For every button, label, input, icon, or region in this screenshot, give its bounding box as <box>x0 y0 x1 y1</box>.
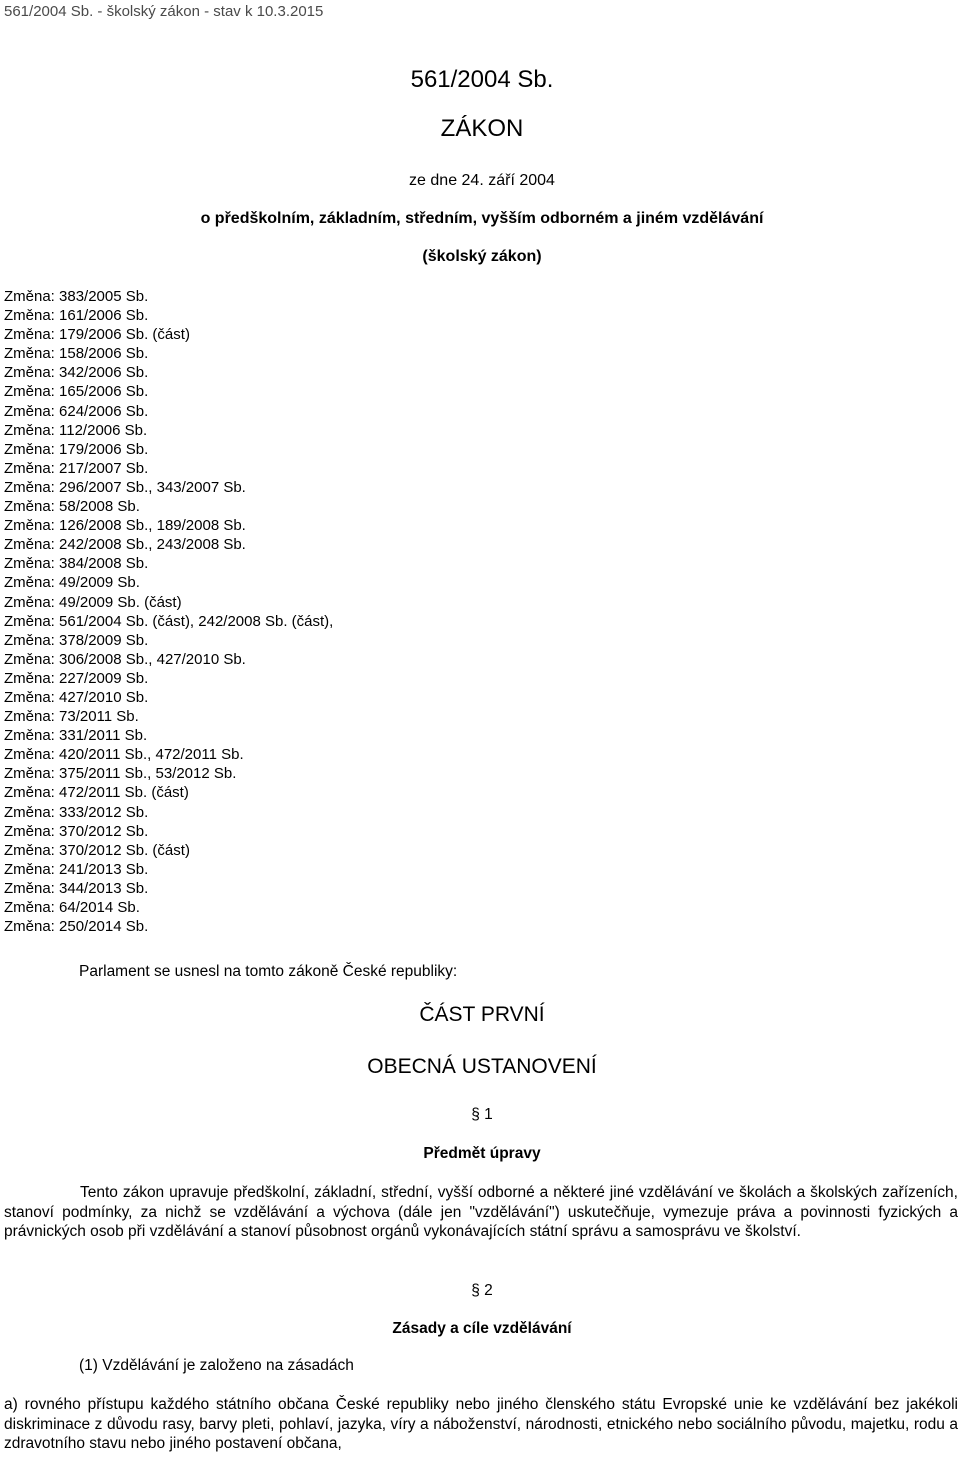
section-text: Tento zákon upravuje předškolní, základní, střední, vyšší odborné a některé jiné vzdělávání ve školách a školských zařízeních, stanoví podmínky, za nichž se vzdělávání a výchova (dále jen "vzdělávání") uskutečňuje, vymezuje práva a povinnosti fyzických a právnických osob při vzdělávání a stanoví působnost orgánů vykonávajících státní správu a samosprávu ve školství. <box>4 1184 958 1240</box>
section-number: § 2 <box>471 1282 493 1299</box>
part-name: OBECNÁ USTANOVENÍ <box>367 1055 597 1078</box>
amendment-item: Změna: 472/2011 Sb. (část) <box>4 784 189 802</box>
amendment-item: Změna: 375/2011 Sb., 53/2012 Sb. <box>4 765 237 783</box>
amendment-item: Změna: 112/2006 Sb. <box>4 421 148 439</box>
amendment-item: Změna: 179/2006 Sb. (část) <box>4 326 190 344</box>
amendment-item: Změna: 344/2013 Sb. <box>4 879 149 897</box>
amendment-item: Změna: 427/2010 Sb. <box>4 688 149 706</box>
amendment-item: Změna: 342/2006 Sb. <box>4 364 149 382</box>
amendment-item: Změna: 296/2007 Sb., 343/2007 Sb. <box>4 478 246 496</box>
amendment-item: Změna: 227/2009 Sb. <box>4 669 149 687</box>
amendment-item: Změna: 250/2014 Sb. <box>4 918 149 936</box>
amendment-item: Změna: 73/2011 Sb. <box>4 708 139 726</box>
amendment-item: Změna: 158/2006 Sb. <box>4 345 149 363</box>
amendment-item: Změna: 370/2012 Sb. (část) <box>4 841 190 859</box>
section-number: § 1 <box>471 1106 493 1123</box>
law-date: ze dne 24. září 2004 <box>409 172 555 189</box>
amendment-item: Změna: 384/2008 Sb. <box>4 555 149 573</box>
amendment-item: Změna: 420/2011 Sb., 472/2011 Sb. <box>4 746 244 764</box>
amendment-item: Změna: 49/2009 Sb. (část) <box>4 593 182 611</box>
amendment-item: Změna: 370/2012 Sb. <box>4 822 149 840</box>
amendment-item: Změna: 242/2008 Sb., 243/2008 Sb. <box>4 536 246 554</box>
amendment-item: Změna: 378/2009 Sb. <box>4 631 149 649</box>
amendment-list <box>4 287 333 936</box>
amendment-item: Změna: 64/2014 Sb. <box>4 899 140 916</box>
amendment-item: Změna: 561/2004 Sb. (část), 242/2008 Sb. (část), <box>4 612 334 630</box>
amendment-item: Změna: 49/2009 Sb. <box>4 574 140 592</box>
amendment-item: Změna: 217/2007 Sb. <box>4 459 149 477</box>
law-short-name: (školský zákon) <box>422 248 542 265</box>
amendment-item: Změna: 179/2006 Sb. <box>4 440 149 458</box>
part-title: ČÁST PRVNÍ <box>419 1003 545 1026</box>
amendment-item: Změna: 165/2006 Sb. <box>4 383 149 401</box>
law-type-title: ZÁKON <box>440 115 524 142</box>
running-header: 561/2004 Sb. - školský zákon - stav k 10.3.2015 <box>4 3 324 20</box>
amendment-item: Změna: 161/2006 Sb. <box>4 307 149 325</box>
section-heading: Předmět úpravy <box>423 1145 541 1162</box>
clause-text: (1) Vzdělávání je založeno na zásadách <box>79 1357 354 1374</box>
amendment-item: Změna: 624/2006 Sb. <box>4 402 149 420</box>
law-number: 561/2004 Sb. <box>410 66 554 93</box>
amendment-item: Změna: 126/2008 Sb., 189/2008 Sb. <box>4 517 246 535</box>
amendment-item: Změna: 383/2005 Sb. <box>4 288 149 305</box>
preamble: Parlament se usnesl na tomto zákoně České republiky: <box>79 963 458 980</box>
clause-item-a: a) rovného přístupu každého státního občana České republiky nebo jiného členského státu Evropské unie ke vzdělávání bez jakékoli diskriminace z důvodu rasy, barvy pleti, pohlaví, jazyka, víry a náboženství, národnosti, etnického nebo sociálního původu, majetku, rodu a zdravotního stavu nebo jiného postavení občana, <box>4 1396 958 1452</box>
law-subject: o předškolním, základním, středním, vyšším odborném a jiném vzdělávání <box>200 210 764 227</box>
amendment-item: Změna: 333/2012 Sb. <box>4 803 149 821</box>
amendment-item: Změna: 241/2013 Sb. <box>4 860 149 878</box>
amendment-item: Změna: 306/2008 Sb., 427/2010 Sb. <box>4 650 246 668</box>
amendment-item: Změna: 331/2011 Sb. <box>4 727 148 745</box>
amendment-item: Změna: 58/2008 Sb. <box>4 498 140 516</box>
section-heading: Zásady a cíle vzdělávání <box>392 1320 572 1337</box>
